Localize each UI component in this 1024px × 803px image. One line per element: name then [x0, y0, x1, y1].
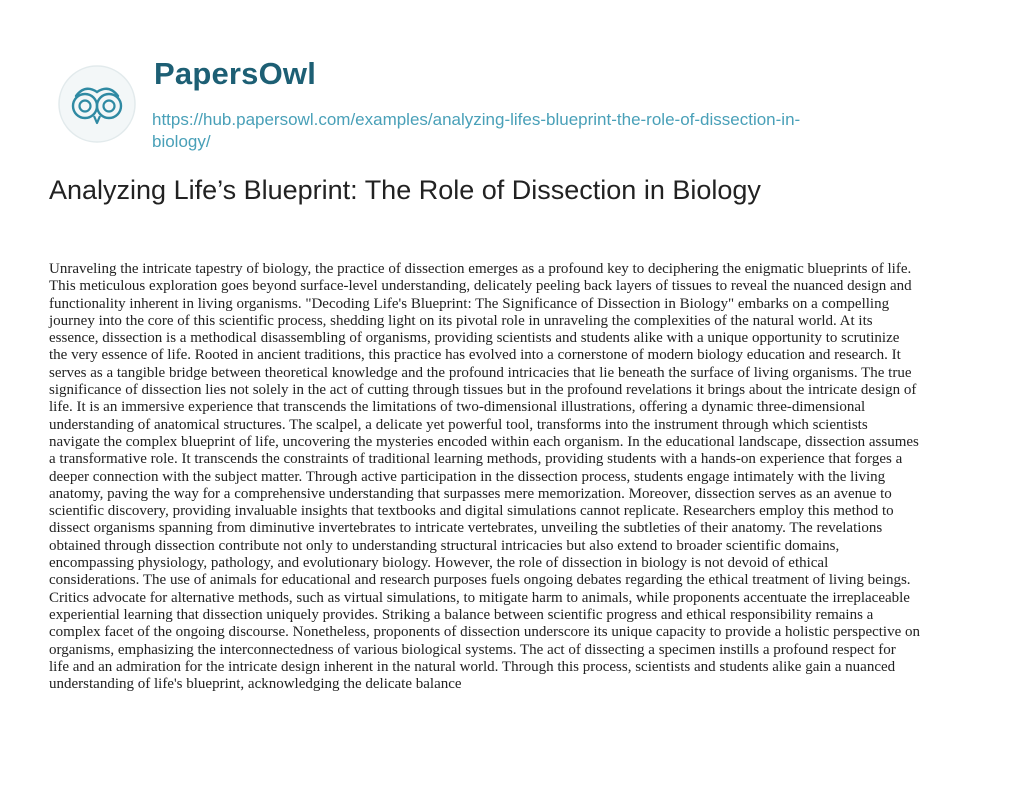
body-line: life. It is an immersive experience that transcends the limitations of two-dimensional illustrations, offering a dynamic three-dimensional: [49, 399, 866, 416]
body-line: dissect organisms spanning from diminutive invertebrates to intricate vertebrates, unveiling the subtleties of their anatomy. The revelations: [49, 520, 883, 537]
body-line: understanding of anatomical structures. The scalpel, a delicate yet powerful tool, transforms into the instrument through which scientists: [49, 416, 868, 433]
body-line: This meticulous exploration goes beyond surface-level understanding, delicately peeling back layers of tissues to reveal the nuanced design and: [49, 278, 912, 295]
body-line: considerations. The use of animals for educational and research purposes fuels ongoing debates regarding the ethical treatment of living beings.: [49, 572, 911, 589]
body-line: Unraveling the intricate tapestry of biology, the practice of dissection emerges as a profound key to deciphering the enigmatic blueprints of life.: [49, 261, 912, 277]
body-line: functionality inherent in living organisms. "Decoding Life's Blueprint: The Significance of Dissection in Biology" embarks on a compelling: [49, 295, 890, 312]
body-line: experiential learning that dissection uniquely provides. Striking a balance between scientific progress and ethical responsibility remains a: [49, 606, 874, 623]
body-line: deeper connection with the subject matter. Through active participation in the dissection process, students engage intimately with the living: [49, 468, 886, 485]
body-line: life and an admiration for the intricate design inherent in the natural world. Through this process, scientists and students alike gain a nuanced: [49, 658, 896, 675]
body-line: a transformative role. It transcends the constraints of traditional learning methods, providing students with a hands-on experience that forges a: [49, 451, 903, 468]
body-line: obtained through dissection contribute not only to understanding structural intricacies but also extend to broader scientific domains,: [49, 537, 840, 554]
body-line: complex facet of the ongoing discourse. Nonetheless, proponents of dissection underscore its unique capacity to provide a holistic perspective on: [49, 624, 921, 641]
body-line: journey into the core of this scientific process, shedding light on its pivotal role in unraveling the complexities of the natural world. At its: [49, 312, 873, 329]
body-line: encompassing physiology, pathology, and evolutionary biology. However, the role of dissection in biology is not devoid of ethical: [49, 555, 829, 572]
body-line: understanding of life's blueprint, acknowledging the delicate balance: [49, 676, 462, 693]
body-line: organisms, emphasizing the interconnectedness of various biological systems. The act of dissecting a specimen instills a profound respect for: [49, 641, 896, 658]
brand-name: PapersOwl: [154, 56, 317, 91]
body-line: significance of dissection lies not solely in the act of cutting through tissues but in the profound revelations it brings about the intricate design of: [49, 382, 917, 399]
body-line: the very essence of life. Rooted in ancient traditions, this practice has evolved into a cornerstone of modern biology education and research. It: [49, 347, 901, 364]
body-line: essence, dissection is a methodical disassembling of organisms, providing scientists and students alike with a unique opportunity to scrutinize: [49, 330, 900, 347]
body-line: anatomy, paving the way for a comprehensive understanding that surpasses mere memorization. Moreover, dissection serves as an avenue to: [49, 485, 892, 502]
url-line: https://hub.papersowl.com/examples/analyzing-lifes-blueprint-the-role-of-dissection-in-: [152, 110, 801, 129]
source-url-link[interactable]: [152, 109, 892, 153]
body-line: navigate the complex blueprint of life, uncovering the mysteries encoded within each organism. In the educational landscape, dissection assumes: [49, 433, 919, 450]
essay-body: [49, 261, 979, 693]
body-line: serves as a tangible bridge between theoretical knowledge and the profound intricacies that lie beneath the surface of living organisms. The true: [49, 364, 912, 381]
owl-logo-icon: [49, 56, 145, 152]
body-line: Critics advocate for alternative methods, such as virtual simulations, to mitigate harm to animals, while proponents accentuate the irreplaceable: [49, 589, 910, 606]
site-header: [49, 34, 1009, 154]
body-line: scientific discovery, providing invaluable insights that textbooks and digital simulations cannot replicate. Researchers employ this method to: [49, 503, 894, 520]
url-line: biology/: [152, 132, 211, 151]
page-title: Analyzing Life’s Blueprint: The Role of Dissection in Biology: [49, 175, 761, 205]
